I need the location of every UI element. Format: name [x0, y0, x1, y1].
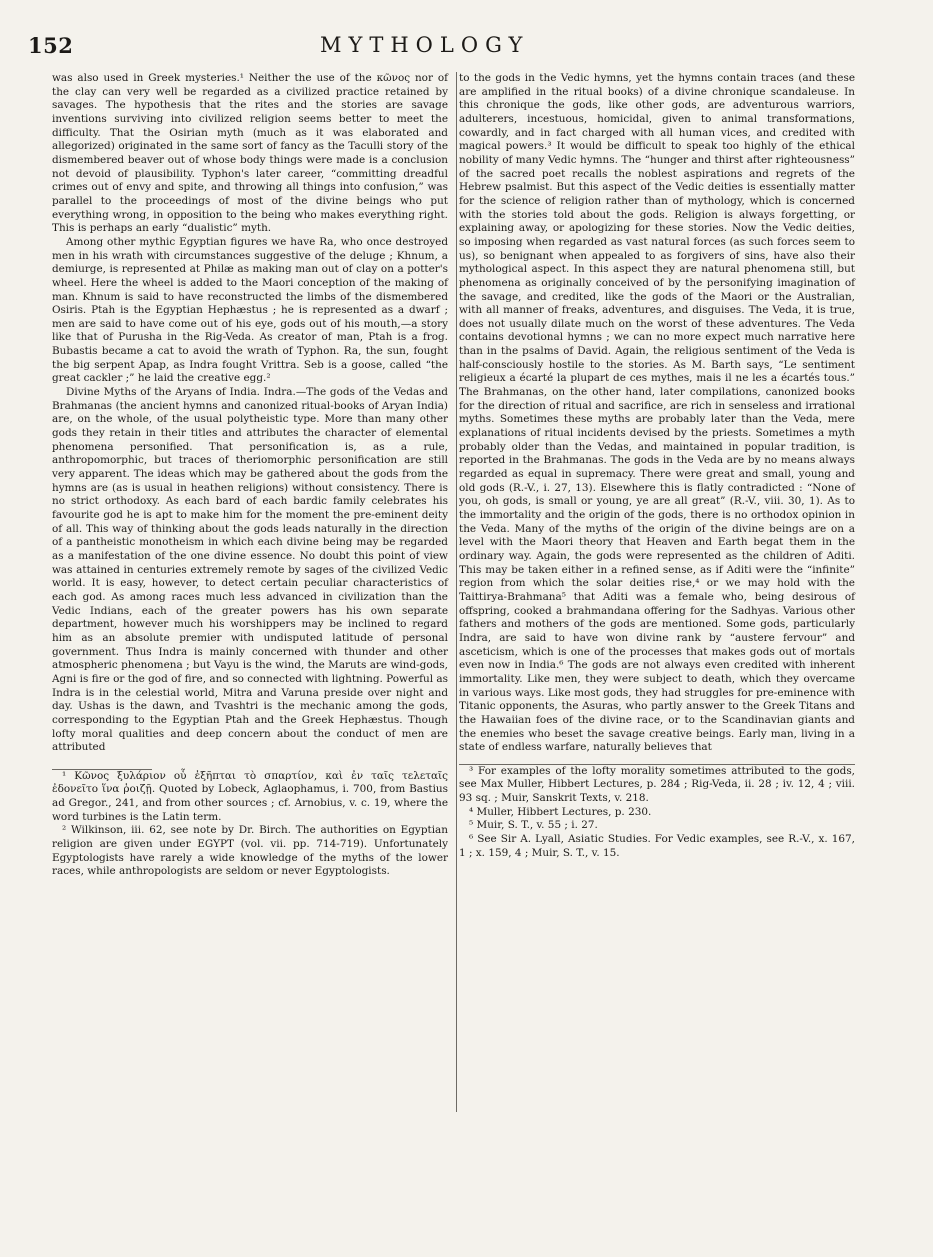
paragraph: Divine Myths of the Aryans of India. Indra.—The gods of the Vedas and Brahmanas (the ancient hymns and canonized ritual-books of Aryan India) are, on the whole, of the usual polytheistic type. More than many other gods they retain in their titles and attributes the character of elemental phenomena personified. That personification is, as a rule, anthropomorphic, but traces of theriomorphic personification are still very apparent. The ideas which may be gathered about the gods from the hymns are (as is usual in heathen religions) without consistency. There is no strict orthodoxy. As each bard of each bardic family celebrates his favourite god he is apt to make him for the moment the pre-eminent deity of all. This way of thinking about the gods leads naturally in the direction of a pantheistic monotheism in which each divine being may be regarded as a manifestation of the one divine essence. No doubt this point of view was attained in centuries extremely remote by sages of the civilized Vedic world. It is easy, however, to detect certain peculiar characteristics of each god. As among races much less advanced in civilization than the Vedic Indians, each of the greater powers has his own separate department, however much his worshippers may be inclined to regard him as an absolute premier with undisputed latitude of personal government. Thus Indra is mainly concerned with thunder and other atmospheric phenomena ; but Vayu is the wind, the Maruts are wind-gods, Agni is fire or the god of fire, and so connected with lightning. Powerful as Indra is in the celestial world, Mitra and Varuna preside over night and day. Ushas is the dawn, and Tvashtri is the mechanic among the gods, corresponding to the Egyptian Ptah and the Greek Hephæstus. Though lofty moral qualities and deep concern about the conduct of men are attributed — [52, 386, 448, 754]
left-column — [52, 72, 448, 879]
text-columns — [52, 72, 914, 1242]
footnote: ⁵ Muir, S. T., v. 55 ; i. 27. — [469, 819, 598, 832]
footnote: ⁶ See Sir A. Lyall, Asiatic Studies. For Vedic examples, see R.-V., x. 167, 1 ; x. 159, 4 ; Muir, S. T., v. 15. — [459, 833, 855, 859]
paragraph: was also used in Greek mysteries.¹ Neither the use of the κῶνος nor of the clay can very well be regarded as a civilized practice retained by savages. The hypothesis that the rites and the stories are savage inventions surviving into civilized religion seems better to meet the difficulty. That the Osirian myth (much as it was elaborated and allegorized) originated in the same sort of fancy as the Taculli story of the dismembered beaver out of whose body things were made is a conclusion not devoid of plausibility. Typhon's later career, “committing dreadful crimes out of envy and spite, and throwing all things into confusion,” was parallel to the proceedings of most of the divine beings who put everything wrong, in opposition to the being who makes everything right. This is perhaps an early “dualistic” myth. — [52, 72, 448, 235]
right-column — [459, 72, 855, 860]
footnotes — [459, 764, 855, 861]
footnote: ² Wilkinson, iii. 62, see note by Dr. Birch. The authorities on Egyptian religion are given under EGYPT (vol. vii. pp. 714-719). Unfortunately Egyptologists have rarely a wide knowledge of the myths of the lower races, while anthropologists are seldom or never Egyptologists. — [52, 824, 448, 878]
footnote: ³ For examples of the lofty morality sometimes attributed to the gods, see Max Muller, Hibbert Lectures, p. 284 ; Rig-Veda, ii. 28 ; iv. 12, 4 ; viii. 93 sq. ; Muir, Sanskrit Texts, v. 218. — [459, 764, 855, 805]
column-rule — [456, 72, 457, 1112]
footnote: ⁴ Muller, Hibbert Lectures, p. 230. — [469, 805, 652, 818]
running-head: MYTHOLOGY — [320, 33, 530, 57]
footnote: ¹ Κῶνος ξυλάριον οὗ ἐξῆπται τὸ σπαρτίον, καὶ ἐν ταῖς τελεταῖς ἐδονεῖτο ἵνα ῥοιζῇ. Quoted by Lobeck, Aglaophamus, i. 700, from Bastius ad Gregor., 241, and from other sources ; cf. Arnobius, v. c. 19, where the word turbines is the Latin term. — [52, 769, 448, 823]
paragraph: to the gods in the Vedic hymns, yet the hymns contain traces (and these are amplified in the ritual books) of a divine chronique scandaleuse. In this chronique the gods, like other gods, are adventurous warriors, adulterers, incestuous, homicidal, given to animal transformations, cowardly, and in fact charged with all human vices, and credited with magical powers.³ It would be difficult to speak too highly of the ethical nobility of many Vedic hymns. The “hunger and thirst after righteousness” of the sacred poet recalls the noblest aspirations and regrets of the Hebrew psalmist. But this aspect of the Vedic deities is essentially matter for the science of religion rather than of mythology, which is concerned with the stories told about the gods. Religion is always forgetting, or explaining away, or apologizing for these stories. Now the Vedic deities, so imposing when regarded as vast natural forces (as such forces seem to us), so benignant when appealed to as forgivers of sins, have also their mythological aspect. In this aspect they are natural phenomena still, but phenomena as originally conceived of by the personifying imagination of the savage, and credited, like the gods of the Maori or the Australian, with all manner of freaks, adventures, and disguises. The Veda, it is true, does not usually dilate much on the worst of these adventures. The Veda contains devotional hymns ; we can no more expect much narrative here than in the psalms of David. Again, the religious sentiment of the Veda is half-consciously hostile to the stories. As M. Barth says, “Le sentiment religieux a écarté la plupart de ces mythes, mais il ne les a écartés tous.” The Brahmanas, on the other hand, later compilations, canonized books for the direction of ritual and sacrifice, are rich in senseless and irrational myths. Sometimes these myths are probably later than the Veda, mere explanations of ritual incidents devised by the priests. Sometimes a myth probably older than the Vedas, and maintained in popular tradition, is reported in the Brahmanas. The gods in the Veda are by no means always regarded as equal in supremacy. There were great and small, young and old gods (R.-V., i. 27, 13). Elsewhere this is flatly contradicted : “None of you, oh gods, is small or young, ye are all great” (R.-V., viii. 30, 1). As to the immortality and the origin of the gods, there is no orthodox opinion in the Veda. Many of the myths of the origin of the divine beings are on a level with the Maori theory that Heaven and Earth begat them in the ordinary way. Again, the gods were represented as the children of Aditi. This may be taken either in a refined sense, as if Aditi were the “infinite” region from which the solar deities rise,⁴ or we may hold with the Taittirya-Brahmana⁵ that Aditi was a female who, being desirous of offspring, cooked a brahmandana offering for the Sadhyas. Various other fathers and mothers of the gods are mentioned. Some gods, particularly Indra, are said to have won divine rank by “austere fervour” and asceticism, which is one of the processes that makes gods out of mortals even now in India.⁶ The gods are not always even credited with inherent immortality. Like men, they were subject to death, which they overcame in various ways. Like most gods, they had struggles for pre-eminence with Titanic opponents, the Asuras, who partly answer to the Greek Titans and the Hawaiian foes of the divine race, or to the Scandinavian giants and the enemies who beset the savage creative beings. Early man, living in a state of endless warfare, naturally believes that — [459, 72, 855, 754]
page-number: 152 — [28, 33, 74, 58]
paragraph: Among other mythic Egyptian figures we have Ra, who once destroyed men in his wrath with circumstances suggestive of the deluge ; Khnum, a demiurge, is represented at Philæ as making man out of clay on a potter's wheel. Here the wheel is added to the Maori conception of the making of man. Khnum is said to have reconstructed the limbs of the dismembered Osiris. Ptah is the Egyptian Hephæstus ; he is represented as a dwarf ; men are said to have come out of his eye, gods out of his mouth,—a story like that of Purusha in the Rig-Veda. As creator of man, Ptah is a frog. Bubastis became a cat to avoid the wrath of Typhon. Ra, the sun, fought the big serpent Apap, as Indra fought Vrittra. Seb is a goose, called “the great cackler ;” he laid the creative egg.² — [52, 235, 448, 385]
footnotes — [52, 769, 448, 879]
